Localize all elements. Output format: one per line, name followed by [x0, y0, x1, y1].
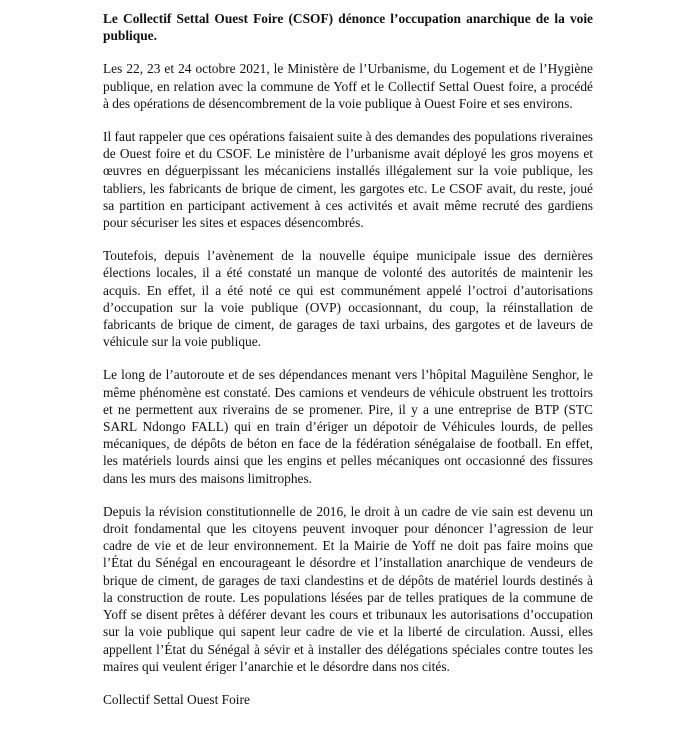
document-page [103, 10, 593, 708]
paragraph-5: Depuis la révision constitutionnelle de 2016, le droit à un cadre de vie sain est devenu un droit fondamental que les citoyens peuvent invoquer pour dénoncer l’agression de leur cadre de vie et de leur environnement. Et la Mairie de Yoff ne doit pas faire moins que l’État du Sénégal en encourageant le désordre et l’installation anarchique de vendeurs de brique de ciment, de garages de taxi clandestins et de dépôts de matériel lourds destinés à la construction de route. Les populations lésées par de telles pratiques de la commune de Yoff se disent prêtes à déférer devant les cours et tribunaux les autorisations d’occupation sur la voie publique qui sapent leur cadre de vie et la liberté de circulation. Aussi, elles appellent l’État du Sénégal à sévir et à installer des délégations spéciales contre toutes les maires qui veulent ériger l’anarchie et le désordre dans nos cités. [103, 503, 593, 674]
paragraph-1: Les 22, 23 et 24 octobre 2021, le Ministère de l’Urbanisme, du Logement et de l’Hygiène publique, en relation avec la commune de Yoff et le Collectif Settal Ouest foire, a procédé à des opérations de désencombrement de la voie publique à Ouest Foire et ses environs. [103, 61, 593, 111]
signature: Collectif Settal Ouest Foire [103, 691, 250, 707]
paragraph-2: Il faut rappeler que ces opérations faisaient suite à des demandes des populations riveraines de Ouest foire et du CSOF. Le ministère de l’urbanisme avait déployé les gros moyens et œuvres en déguerpissant les mécaniciens installés illégalement sur la voie publique, les tabliers, les fabricants de brique de ciment, les gargotes etc. Le CSOF avait, du reste, joué sa partition en participant activement à ces activités et avait même recruté des gardiens pour sécuriser les sites et espaces désencombrés. [103, 129, 593, 231]
document-title: Le Collectif Settal Ouest Foire (CSOF) dénonce l’occupation anarchique de la voie publique. [103, 11, 593, 44]
paragraph-4: Le long de l’autoroute et de ses dépendances menant vers l’hôpital Maguilène Senghor, le même phénomène est constaté. Des camions et vendeurs de véhicule obstruent les trottoirs et ne permettent aux riverains de se promener. Pire, il y a une entreprise de BTP (STC SARL Ndongo FALL) qui en train d’ériger un dépotoir de Véhicules lourds, de pelles mécaniques, de dépôts de béton en face de la fédération sénégalaise de football. En effet, les matériels lourds ainsi que les engins et pelles mécaniques ont occasionné des fissures dans les murs des maisons limitrophes. [103, 367, 593, 486]
paragraph-3: Toutefois, depuis l’avènement de la nouvelle équipe municipale issue des dernières élections locales, il a été constaté un manque de volonté des autorités de maintenir les acquis. En effet, il a été noté ce qui est communément appelé l’octroi d’autorisations d’occupation sur la voie publique (OVP) occasionnant, du coup, la réinstallation de fabricants de brique de ciment, de garages de taxi urbains, des gargotes et de laveurs de véhicule sur la voie publique. [103, 248, 593, 350]
